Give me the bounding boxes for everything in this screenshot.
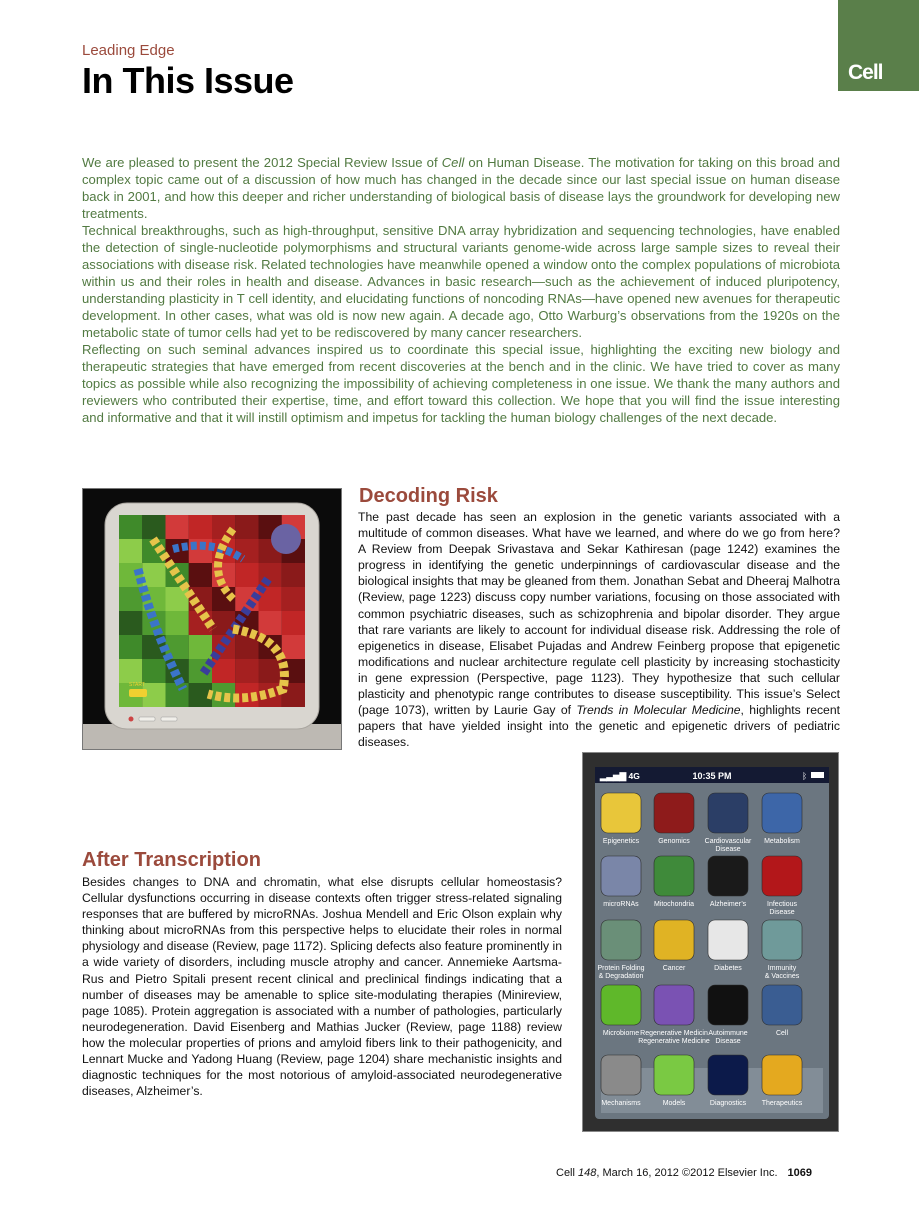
app-label: Disease: [715, 1038, 741, 1045]
app-icon-therapeutics[interactable]: [762, 1055, 803, 1107]
section-heading-decoding-risk: Decoding Risk: [359, 485, 498, 507]
app-label: Metabolism: [764, 838, 800, 845]
status-time: 10:35 PM: [692, 771, 732, 781]
app-icon-autoimmune-disease[interactable]: [708, 985, 748, 1045]
app-icon-mitochondria[interactable]: [654, 856, 694, 908]
app-icon-epigenetics[interactable]: [601, 793, 641, 845]
page-title: In This Issue: [82, 60, 294, 101]
app-label: Immunity: [767, 965, 797, 972]
app-label: Protein Folding: [597, 965, 645, 972]
app-icon-immunity-vaccines[interactable]: [762, 920, 802, 980]
app-label: Mitochondria: [653, 901, 695, 908]
app-icon-metabolism[interactable]: [762, 793, 802, 845]
journal-logo: [838, 0, 919, 91]
app-label: Disease: [715, 846, 741, 853]
app-icon-protein-folding-degradation[interactable]: [597, 920, 644, 980]
app-label: Cancer: [662, 965, 686, 972]
app-label: Regenerative Medicine: [638, 1038, 710, 1045]
journal-italic: Trends in Molecular Medicine: [576, 703, 741, 718]
app-label: Models: [662, 1100, 686, 1107]
volume: 148: [578, 1167, 597, 1179]
app-label: Infectious: [767, 901, 797, 908]
app-label: Diabetes: [714, 965, 742, 972]
app-icon-microbiome[interactable]: [601, 985, 641, 1037]
section-decoding-risk-text: The past decade has seen an explosion in the genetic variants associated with a multitude of common diseases. What have we learned, and where do we go from here? A Review from Deepak Srivastava and Sekar Kathiresan (page 1242) examines the progress in identifying the genetic underpinnings of cardiovascular disease and the biological insights that may be gleaned from them. Jonathan Sebat and Dheeraj Malhotra (Review, page 1223) discuss copy number variations, focusing on those associated with common psychiatric diseases, such as schizophrenia and bipolar disorder. They argue that rare variants are likely to account for individual disease risk. Addressing the role of epigenetics in disease, Elisabet Pujadas and Andrew Feinberg propose that epigenetic modifications and nuclear architecture regulate cell plasticity by increasing stochasticity in gene expression (Perspective, page 1123). They hypothesize that such cellular plasticity and phenotypic range contributes to disease susceptibility. This issue’s Select (page 1073), written by Laurie Gay of Trends in Molecular Medicine, highlights recent papers that have yielded insight into the genetic and epigenetic drivers of pediatric diseases.: [358, 510, 841, 750]
app-icon-mechanisms[interactable]: [601, 1055, 641, 1107]
app-icon-diagnostics[interactable]: [708, 1055, 748, 1107]
section-kicker: Leading Edge: [82, 42, 175, 59]
app-label: Mechanisms: [601, 1100, 641, 1107]
smartphone-illustration: [583, 753, 838, 1131]
journal-logo-text: Cell: [848, 61, 883, 84]
section-after-transcription: [82, 874, 562, 1099]
app-label: Microbiome: [602, 1030, 640, 1037]
app-label: Alzheimer’s: [709, 901, 747, 908]
app-icon-genomics[interactable]: [654, 793, 694, 845]
app-icon-infectious-disease[interactable]: [762, 856, 802, 916]
signal-indicator: ▂▃▅▇ 4G: [600, 771, 640, 781]
section-heading-after-transcription: After Transcription: [82, 849, 261, 871]
app-label: Cardiovascular: [704, 838, 752, 845]
battery-icon: [811, 772, 824, 778]
journal-name: Cell: [441, 155, 465, 170]
app-icon-cardiovascular-disease[interactable]: [705, 793, 752, 853]
section-decoding-risk: [82, 509, 840, 750]
phone-figure: [582, 752, 839, 1132]
app-label: Diagnostics: [709, 1100, 747, 1107]
app-label: microRNAs: [603, 901, 639, 908]
app-label: Disease: [769, 909, 795, 916]
app-label: Genomics: [658, 838, 690, 845]
app-label: Regenerative Medicin: [640, 1030, 708, 1037]
intro-text: [82, 154, 840, 426]
app-label: Therapeutics: [761, 1100, 803, 1107]
app-label: Epigenetics: [602, 838, 640, 845]
app-label: Autoimmune: [708, 1030, 748, 1037]
app-icon-alzheimer-s[interactable]: [708, 856, 748, 908]
app-icon-micrornas[interactable]: [601, 856, 641, 908]
intro-paragraph-3: Reflecting on such seminal advances inspired us to coordinate this special issue, highlighting the exciting new biology and therapeutic strategies that have emerged from recent discoveries at the bench and in the clinic. We have tried to cover as many topics as possible while also recognizing the impossibility of achieving completeness in one issue. We thank the many authors and reviewers who contributed their expertise, time, and effort toward this collection. We hope that you will find the issue interesting and informative and that it will instill optimism and impetus for tackling the human biology challenges of the next decade.: [82, 342, 840, 425]
intro-paragraph-1: We are pleased to present the 2012 Special Review Issue of Cell on Human Disease. The motivation for taking on this broad and complex topic came out of a discussion of how much has changed in the decade since our last special issue on human disease back in 2001, and how this deeper and richer understanding of biological basis of disease lays the groundwork for developing new treatments.: [82, 155, 840, 221]
app-label: Cell: [775, 1030, 789, 1037]
page-footer: Cell 148, March 16, 2012 ©2012 Elsevier Inc. 1069: [556, 1167, 813, 1179]
section-after-transcription-text: Besides changes to DNA and chromatin, what else disrupts cellular homeostasis? Cellular dysfunctions occurring in disease contexts often trigger stress-related signaling responses that are buffered by microRNAs. Joshua Mendell and Eric Olson explain why thinking about microRNAs from this perspective helps to elucidate their roles in normal physiology and disease (Review, page 1172). Splicing defects also feature prominently in a wide variety of disorders, including muscle atrophy and cancer. Annemieke Aartsma-Rus and Pietro Spitali present recent clinical and preclinical findings indicating that a number of diseases may be amenable to splice site-modulating therapies (Minireview, page 1085). Protein aggregation is associated with a number of pathologies, particularly neurodegeneration. David Eisenberg and Mathias Jucker (Review, page 1188) review how the molecular properties of prions and amyloid fibers link to their pathogenicity, and Lennart Mucke and Yadong Huang (Review, page 1204) share mechanistic insights and diagnostic techniques for the most notorious of amyloid-associated neurodegenerative diseases, Alzheimer’s.: [82, 875, 562, 1099]
page-number: 1069: [787, 1167, 813, 1179]
start-label: START: [129, 682, 145, 688]
app-label: & Vaccines: [764, 973, 800, 980]
intro-paragraph-2: Technical breakthroughs, such as high-throughput, sensitive DNA array hybridization and sequencing technologies, have enabled the detection of single-nucleotide polymorphisms and structural variants genome-wide across large sample sizes to reveal their associations with disease risk. Related technologies have meanwhile opened a window onto the complex populations of microbiota within us and their roles in health and disease. Advances in basic research—such as the achievement of induced pluripotency, understanding plasticity in T cell identity, and elucidating functions of noncoding RNAs—have opened new avenues for therapeutic development. In other cases, what was old is now new again. A decade ago, Otto Warburg’s observations from the 1920s on the metabolic state of tumor cells had yet to be rediscovered by many cancer researchers.: [82, 223, 840, 340]
app-label: & Degradation: [598, 973, 644, 980]
bluetooth-icon: ᛒ: [802, 771, 808, 781]
